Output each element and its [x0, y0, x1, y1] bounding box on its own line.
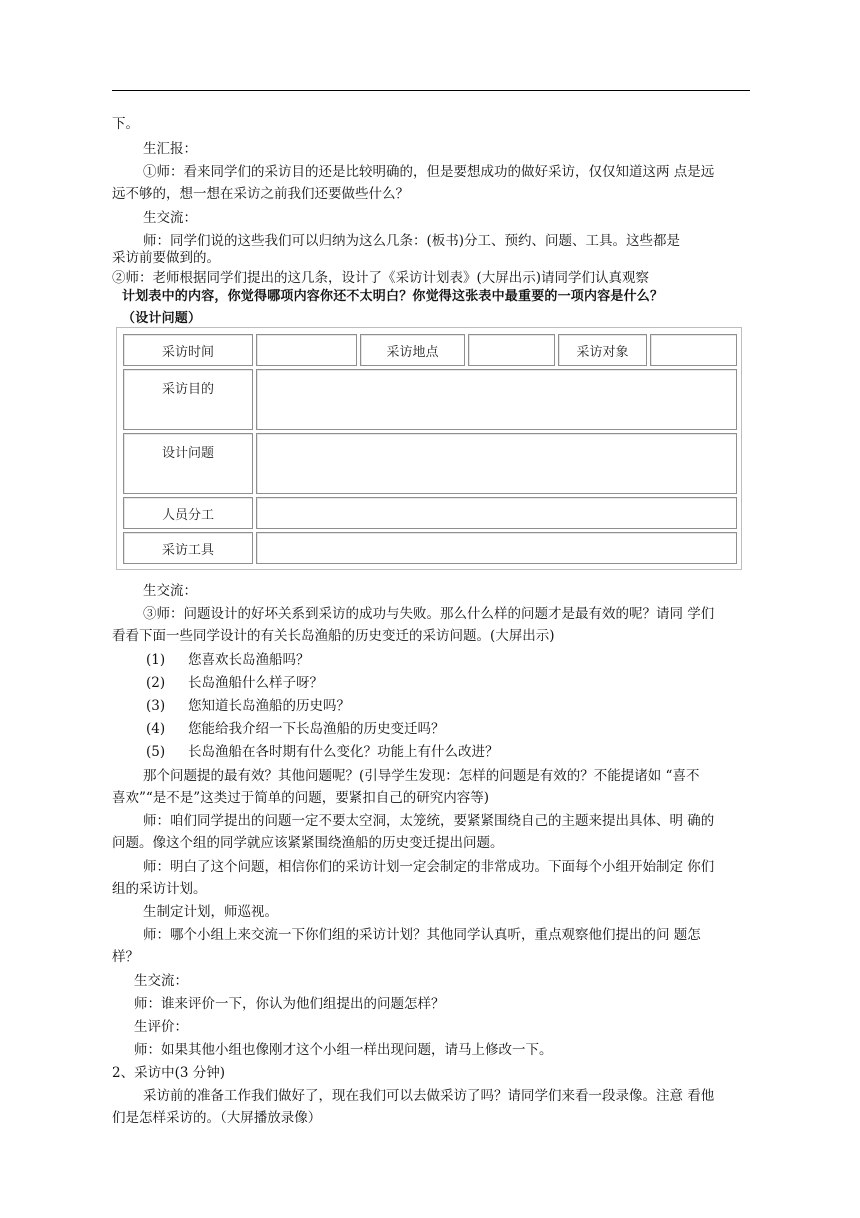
label-interview-target: 采访对象: [558, 334, 647, 366]
value-interview-purpose: [256, 369, 737, 430]
text-line: 师：明白了这个问题，相信你们的采访计划一定会制定的非常成功。下面每个小组开始制定 你们: [143, 859, 715, 875]
value-interview-target: [650, 334, 737, 366]
label-interview-tools: 采访工具: [123, 532, 253, 564]
question-item: (4) 您能给我介绍一下长岛渔船的历史变迁吗？: [146, 721, 445, 737]
text-line: 们是怎样采访的。（大屏播放录像）: [112, 1110, 322, 1126]
label-interview-time: 采访时间: [123, 334, 253, 366]
text-line: 采访前要做到的。: [112, 250, 220, 266]
question-item: (1) 您喜欢长岛渔船吗？: [146, 652, 310, 668]
text-line: 下。: [112, 116, 139, 132]
text-line: 生制定计划，师巡视。: [143, 904, 278, 920]
value-interview-time: [256, 334, 357, 366]
header-rule: [112, 90, 750, 91]
value-division-of-labor: [256, 497, 737, 529]
value-interview-tools: [256, 532, 737, 564]
text-line: 师：同学们说的这些我们可以归纳为这么几条：(板书)分工、预约、问题、工具。这些都是: [143, 233, 681, 249]
label-division-of-labor: 人员分工: [123, 497, 253, 529]
text-line: （设计问题）: [122, 311, 202, 326]
text-line: 问题。像这个组的同学就应该紧紧围绕渔船的历史变迁提出问题。: [112, 835, 504, 851]
text-line: 生交流：: [143, 583, 197, 599]
text-line: 组的采访计划。: [112, 881, 207, 897]
text-line: 那个问题提的最有效？其他问题呢？(引导学生发现：怎样的问题是有效的？不能提诸如 “喜不: [143, 768, 700, 784]
text-line: 看看下面一些同学设计的有关长岛渔船的历史变迁的采访问题。(大屏出示): [112, 628, 555, 644]
text-line: 生交流：: [134, 973, 188, 989]
text-line: 采访前的准备工作我们做好了，现在我们可以去做采访了吗？请同学们来看一段录像。注意 看他: [143, 1088, 715, 1104]
text-line: 师：谁来评价一下，你认为他们组提出的问题怎样？: [134, 996, 445, 1012]
text-line: 生汇报：: [143, 141, 197, 157]
text-line: 喜欢”“是不是”这类过于简单的问题，要紧扣自己的研究内容等): [112, 790, 489, 806]
text-line: ②师：老师根据同学们提出的这几条，设计了《采访计划表》(大屏出示)请同学们认真观察: [112, 270, 650, 286]
text-line: 师：咱们同学提出的问题一定不要太空洞，太笼统，要紧紧围绕自己的主题来提出具体、明 确的: [143, 813, 715, 829]
section-heading: 2、采访中(3 分钟): [112, 1065, 226, 1081]
text-line: 师：如果其他小组也像刚才这个小组一样出现问题，请马上修改一下。: [134, 1042, 553, 1058]
text-line: 师：哪个小组上来交流一下你们组的采访计划？其他同学认真听，重点观察他们提出的问 题怎: [143, 927, 701, 943]
question-item: (5) 长岛渔船在各时期有什么变化？功能上有什么改进？: [146, 744, 499, 760]
value-design-questions: [256, 433, 737, 494]
label-interview-place: 采访地点: [360, 334, 465, 366]
text-line: ①师：看来同学们的采访目的还是比较明确的，但是要想成功的做好采访，仅仅知道这两 点是远: [143, 164, 715, 180]
text-line: 样？: [112, 949, 139, 965]
text-line: 生评价：: [134, 1019, 188, 1035]
label-design-questions: 设计问题: [123, 433, 253, 494]
question-item: (2) 长岛渔船什么样子呀？: [146, 675, 323, 691]
text-line: 远不够的，想一想在采访之前我们还要做些什么？: [112, 186, 409, 202]
question-item: (3) 您知道长岛渔船的历史吗？: [146, 698, 350, 714]
text-line: ③师：问题设计的好坏关系到采访的成功与失败。那么什么样的问题才是最有效的呢？请同 学们: [143, 606, 715, 622]
text-line: 计划表中的内容，你觉得哪项内容你还不太明白？你觉得这张表中最重要的一项内容是什么？: [122, 289, 664, 304]
value-interview-place: [468, 334, 555, 366]
interview-plan-table: [116, 327, 742, 570]
text-line: 生交流：: [143, 210, 197, 226]
label-interview-purpose: 采访目的: [123, 369, 253, 430]
